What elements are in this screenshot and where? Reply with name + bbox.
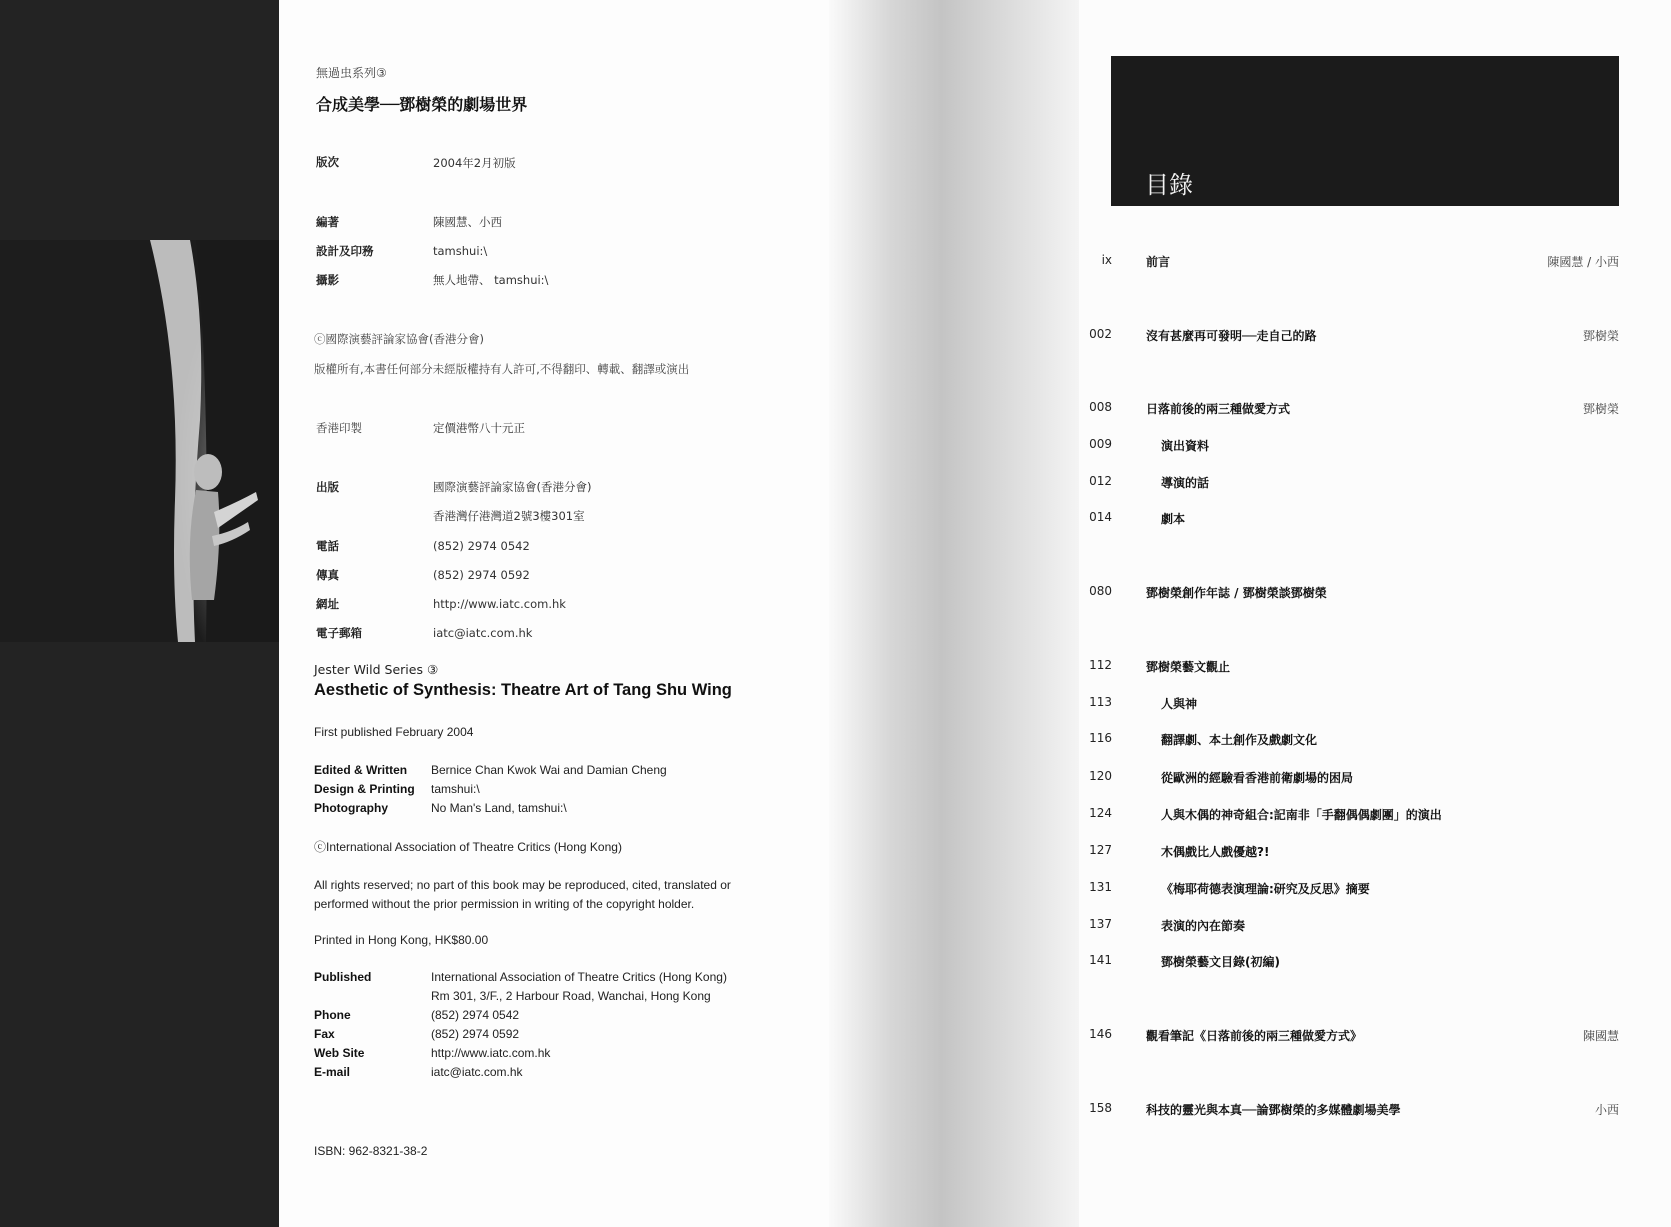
toc-entry-title[interactable]: 從歐洲的經驗看香港前衛劇場的困局 [1161, 771, 1354, 785]
toc-banner [1111, 56, 1619, 206]
toc-entry-title[interactable]: 人與神 [1161, 697, 1198, 711]
edition-value: 2004年2月初版 [433, 156, 516, 170]
toc-page-number: 009 [1089, 437, 1112, 451]
toc-page-number: 080 [1089, 584, 1112, 598]
website-label-zh: 網址 [316, 597, 339, 611]
toc-page-number: 113 [1089, 695, 1112, 709]
fax-label-en: Fax [314, 1027, 335, 1041]
toc-entry-author: 鄧樹榮 [1582, 329, 1619, 343]
phone-value-en: (852) 2974 0542 [431, 1008, 520, 1022]
credit-value: No Man's Land, tamshui:\ [431, 801, 567, 815]
dark-side-panel [0, 0, 279, 1227]
toc-entry-title[interactable]: 鄧樹榮藝文目錄(初編) [1161, 955, 1280, 969]
credit-label: Design & Printing [314, 782, 415, 796]
toc-page-number: 131 [1089, 880, 1112, 894]
series-title-en: Jester Wild Series ③ [314, 662, 439, 677]
toc-page-number: 120 [1089, 769, 1112, 783]
toc-entry-title[interactable]: 日落前後的兩三種做愛方式 [1146, 402, 1291, 416]
publisher-value: 國際演藝評論家協會(香港分會) [433, 480, 592, 494]
toc-entry-title[interactable]: 觀看筆記《日落前後的兩三種做愛方式》 [1146, 1029, 1363, 1043]
email-label-en: E-mail [314, 1065, 351, 1079]
toc-title: 目錄 [1145, 171, 1193, 199]
toc-entry-author: 小西 [1594, 1103, 1619, 1117]
isbn: ISBN: 962-8321-38-2 [314, 1144, 428, 1158]
printed-en: Printed in Hong Kong, HK$80.00 [314, 933, 489, 947]
photo-label: 攝影 [316, 273, 339, 287]
photo-value: 無人地帶、 tamshui:\ [433, 273, 549, 287]
printed-value: 定價港幣八十元正 [433, 421, 525, 435]
phone-label-zh: 電話 [316, 539, 339, 553]
toc-page-number: 146 [1089, 1027, 1112, 1041]
toc-entry-title[interactable]: 《梅耶荷德表演理論:研究及反思》摘要 [1161, 882, 1370, 896]
toc-page-number: 116 [1089, 731, 1112, 745]
design-value: tamshui:\ [433, 244, 488, 258]
toc-page-number: 124 [1089, 806, 1112, 820]
toc-entry-title[interactable]: 前言 [1146, 255, 1171, 269]
toc-entry-title[interactable]: 科技的靈光與本真──論鄧樹榮的多媒體劇場美學 [1146, 1103, 1401, 1117]
email-value-en[interactable]: iatc@iatc.com.hk [431, 1065, 523, 1079]
book-title-en: Aesthetic of Synthesis: Theatre Art of Tang Shu Wing [314, 681, 732, 699]
toc-entry-title[interactable]: 木偶戲比人戲優越?! [1161, 845, 1270, 859]
editors-value: 陳國慧、小西 [433, 215, 502, 229]
toc-entry-author: 陳國慧 / 小西 [1547, 255, 1619, 269]
toc-page-number: 002 [1089, 327, 1112, 341]
toc-entry-title[interactable]: 演出資料 [1161, 439, 1210, 453]
toc-page-number: 158 [1089, 1101, 1112, 1115]
publisher-label: 出版 [316, 480, 339, 494]
toc-page-number: ix [1101, 253, 1112, 267]
toc-entry-title[interactable]: 劇本 [1161, 512, 1186, 526]
fax-value-en: (852) 2974 0592 [431, 1027, 520, 1041]
toc-entry-title[interactable]: 沒有甚麼再可發明──走自己的路 [1146, 329, 1317, 343]
book-title-zh: 合成美學──鄧樹榮的劇場世界 [316, 95, 528, 114]
fax-label-zh: 傳真 [316, 568, 339, 582]
rights-zh: 版權所有,本書任何部分未經版權持有人許可,不得翻印、轉載、翻譯或演出 [314, 362, 690, 376]
website-label-en: Web Site [314, 1046, 365, 1060]
website-value-zh[interactable]: http://www.iatc.com.hk [433, 597, 566, 611]
toc-page-number: 012 [1089, 474, 1112, 488]
copyright-zh: ⓒ國際演藝評論家協會(香港分會) [314, 332, 484, 346]
printed-label: 香港印製 [316, 421, 362, 435]
toc-page-number: 112 [1089, 658, 1112, 672]
edition-label: 版次 [316, 155, 339, 169]
credit-label: Edited & Written [314, 763, 408, 777]
rights-en: All rights reserved; no part of this book may be reproduced, cited, translated or performed without the prior permission in writing of the copyright holder. [314, 878, 731, 911]
fax-value-zh: (852) 2974 0592 [433, 568, 530, 582]
toc-entry-author: 陳國慧 [1582, 1029, 1619, 1043]
toc-entry-title[interactable]: 人與木偶的神奇組合:記南非「手翻偶偶劇團」的演出 [1161, 808, 1442, 822]
design-label: 設計及印務 [316, 244, 374, 258]
website-value-en[interactable]: http://www.iatc.com.hk [431, 1046, 551, 1060]
toc-page-number: 008 [1089, 400, 1112, 414]
copyright-page [279, 0, 829, 1227]
copyright-en: ⓒInternational Association of Theatre Critics (Hong Kong) [314, 840, 622, 854]
toc-page-number: 141 [1089, 953, 1112, 967]
email-label-zh: 電子郵箱 [316, 626, 362, 640]
email-value-zh[interactable]: iatc@iatc.com.hk [433, 626, 533, 640]
series-title-zh: 無過虫系列③ [316, 66, 387, 80]
performer-photo [0, 240, 279, 642]
toc-page-number: 127 [1089, 843, 1112, 857]
credit-label: Photography [314, 801, 388, 815]
toc-entry-title[interactable]: 導演的話 [1161, 476, 1210, 490]
editors-label: 編著 [316, 215, 339, 229]
published-line1: International Association of Theatre Critics (Hong Kong) [431, 970, 727, 984]
toc-page-number: 137 [1089, 917, 1112, 931]
toc-entry-author: 鄧樹榮 [1582, 402, 1619, 416]
toc-entry-title[interactable]: 翻譯劇、本土創作及戲劇文化 [1161, 733, 1318, 747]
credit-value: tamshui:\ [431, 782, 480, 796]
phone-value-zh: (852) 2974 0542 [433, 539, 530, 553]
toc-entry-title[interactable]: 鄧樹榮創作年誌 / 鄧樹榮談鄧樹榮 [1146, 586, 1327, 600]
published-line2: Rm 301, 3/F., 2 Harbour Road, Wanchai, Hong Kong [431, 989, 711, 1003]
toc-entry-title[interactable]: 鄧樹榮藝文觀止 [1146, 660, 1231, 674]
publisher-address: 香港灣仔港灣道2號3樓301室 [433, 509, 585, 523]
toc-entry-title[interactable]: 表演的內在節奏 [1161, 919, 1246, 933]
phone-label-en: Phone [314, 1008, 351, 1022]
credit-value: Bernice Chan Kwok Wai and Damian Cheng [431, 763, 667, 777]
published-label: Published [314, 970, 372, 984]
book-gutter [829, 0, 1079, 1227]
toc-page-number: 014 [1089, 510, 1112, 524]
first-published: First published February 2004 [314, 725, 474, 739]
